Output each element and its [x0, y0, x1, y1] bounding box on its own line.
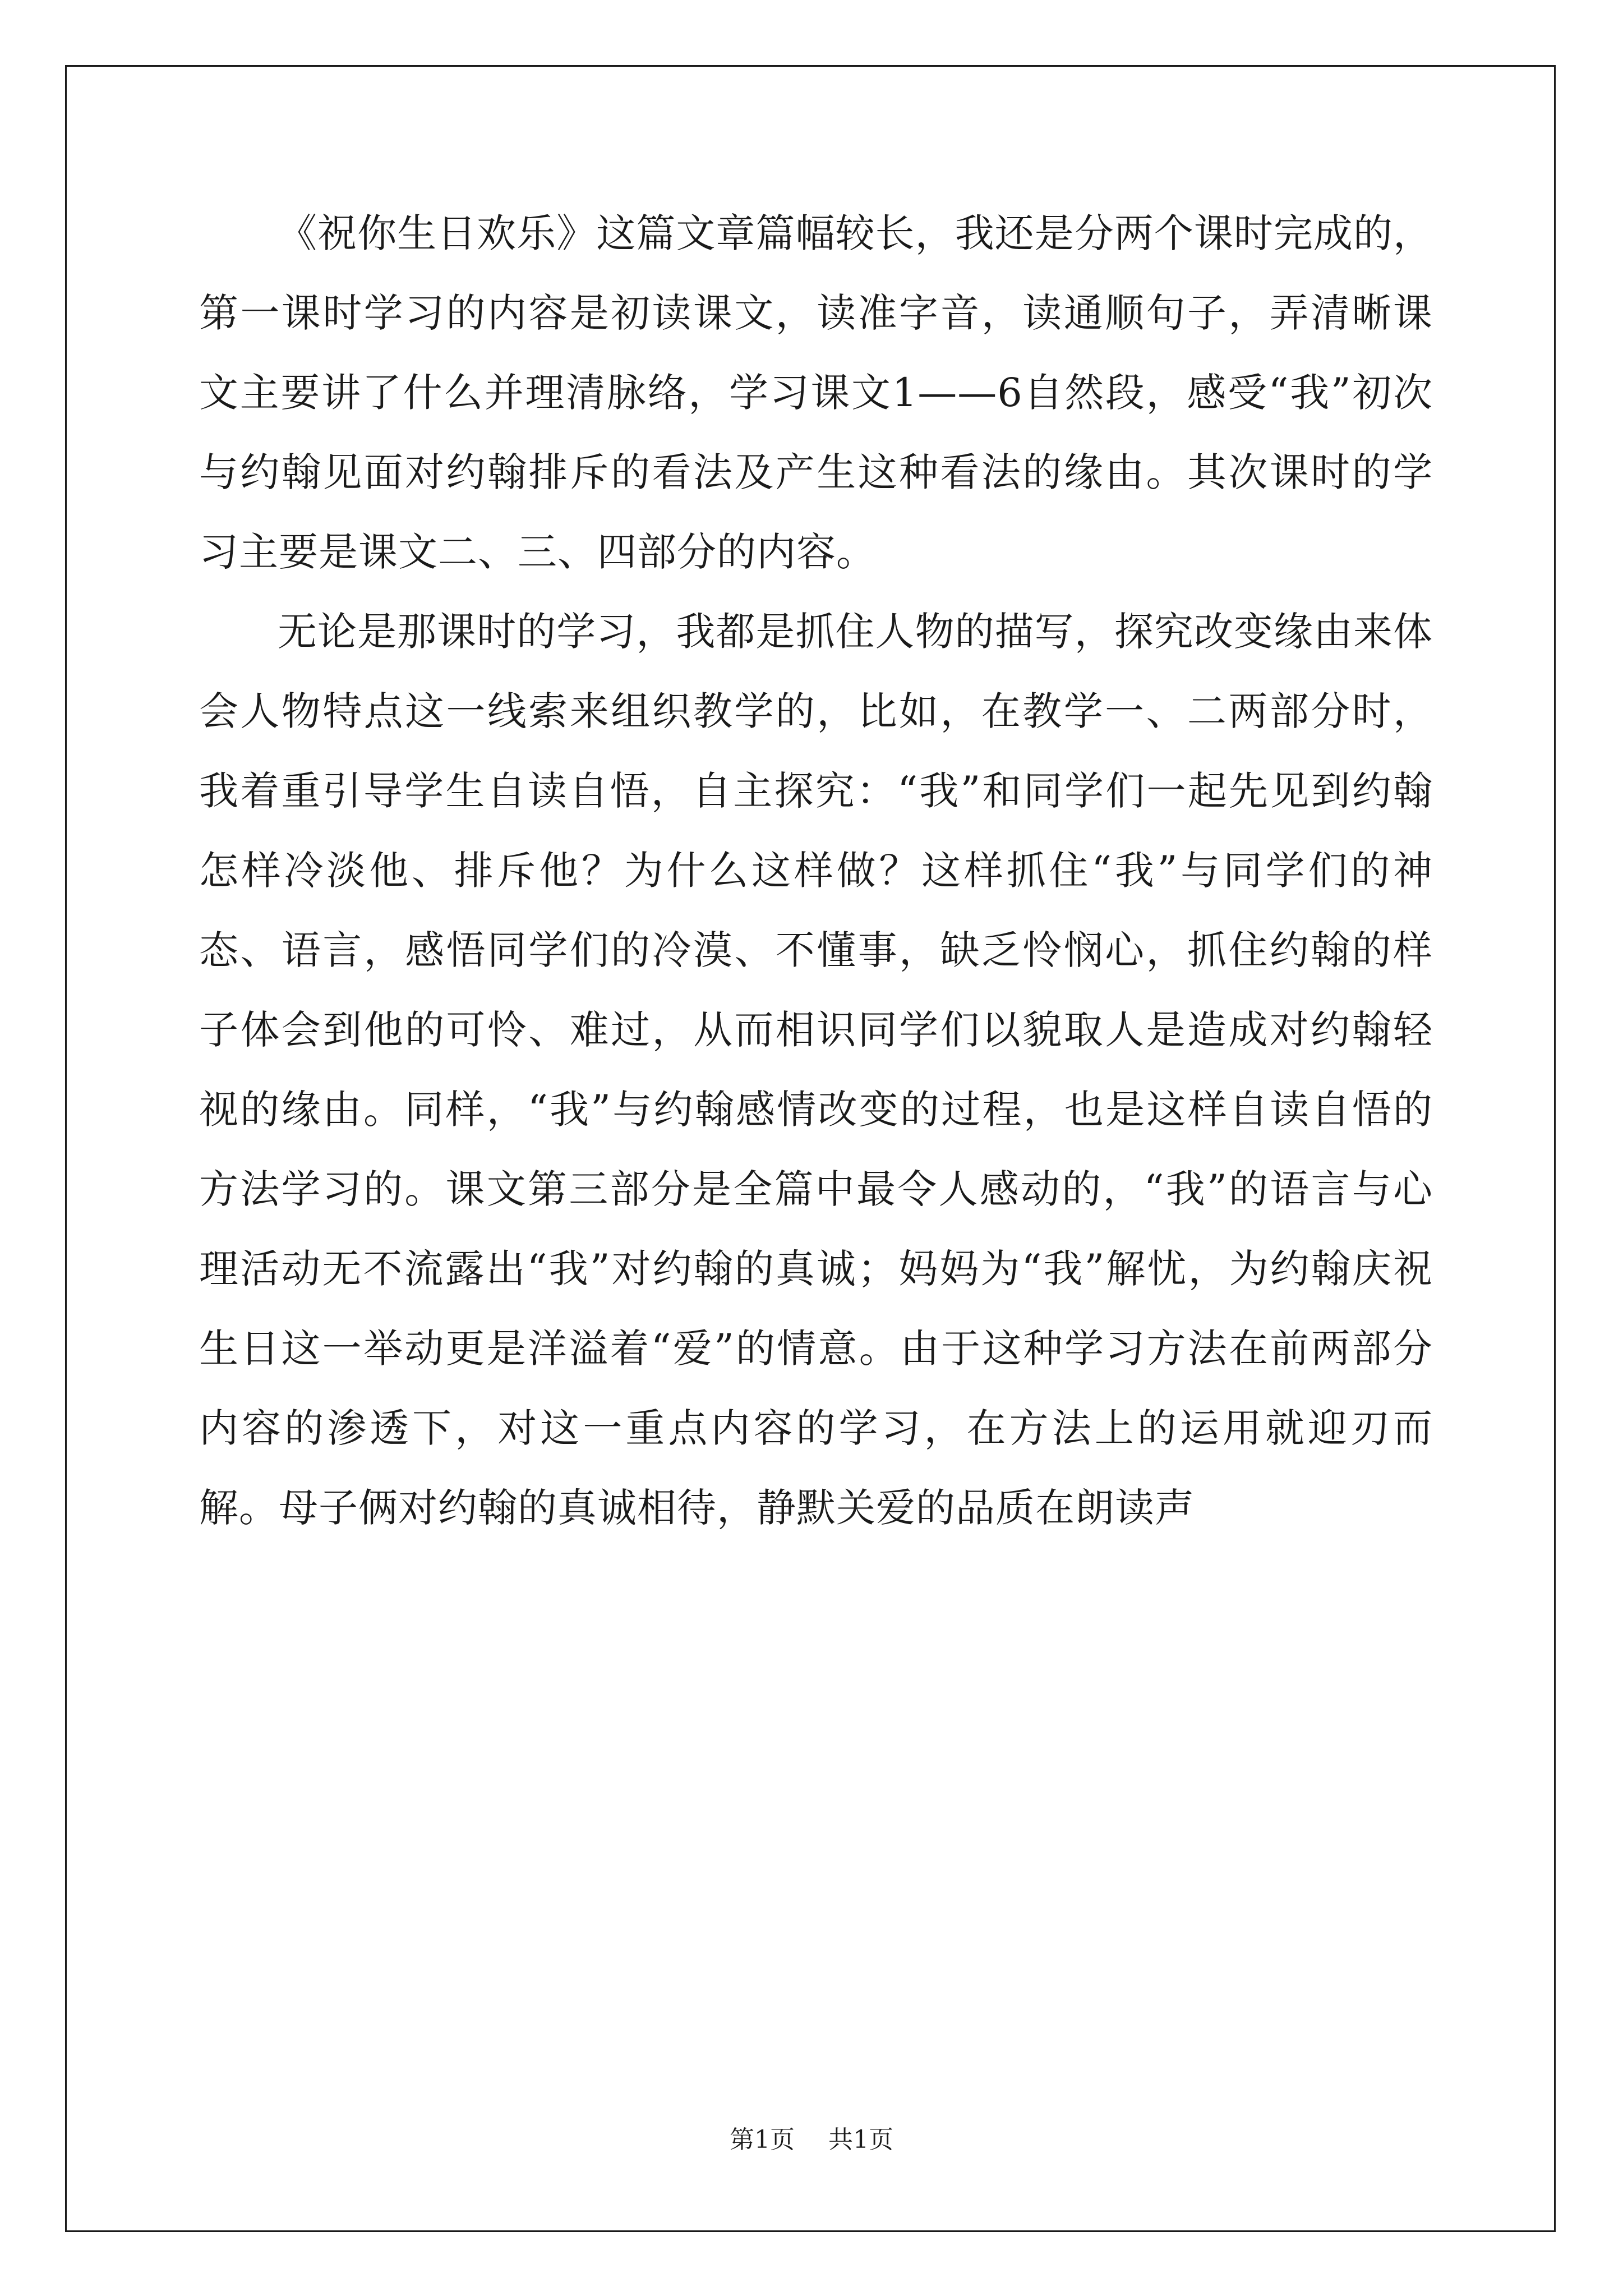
page-total: 共1页: [828, 2125, 893, 2154]
paragraph-1: 《祝你生日欢乐》这篇文章篇幅较长，我还是分两个课时完成的，第一课时学习的内容是初读课文，读准字音，读通顺句子，弄清晰课文主要讲了什么并理清脉络，学习课文1——6自然段，感受“我”初次与约翰见面对约翰排斥的看法及产生这种看法的缘由。其次课时的学习主要是课文二、三、四部分的内容。: [199, 210, 1433, 575]
page-number: 第1页: [730, 2125, 795, 2154]
document-body: [199, 194, 1433, 1548]
paragraph-2: 无论是那课时的学习，我都是抓住人物的描写，探究改变缘由来体会人物特点这一线索来组织教学的，比如，在教学一、二两部分时，我着重引导学生自读自悟，自主探究：“我”和同学们一起先见到约翰怎样冷淡他、排斥他？为什么这样做？这样抓住“我”与同学们的神态、语言，感悟同学们的冷漠、不懂事，缺乏怜悯心，抓住约翰的样子体会到他的可怜、难过，从而相识同学们以貌取人是造成对约翰轻视的缘由。同样，“我”与约翰感情改变的过程，也是这样自读自悟的方法学习的。课文第三部分是全篇中最令人感动的，“我”的语言与心理活动无不流露出“我”对约翰的真诚；妈妈为“我”解忧，为约翰庆祝生日这一举动更是洋溢着“爱”的情意。由于这种学习方法在前两部分内容的渗透下，对这一重点内容的学习，在方法上的运用就迎刃而解。母子俩对约翰的真诚相待，静默关爱的品质在朗读声: [199, 609, 1433, 1531]
page-footer: [0, 2123, 1623, 2157]
